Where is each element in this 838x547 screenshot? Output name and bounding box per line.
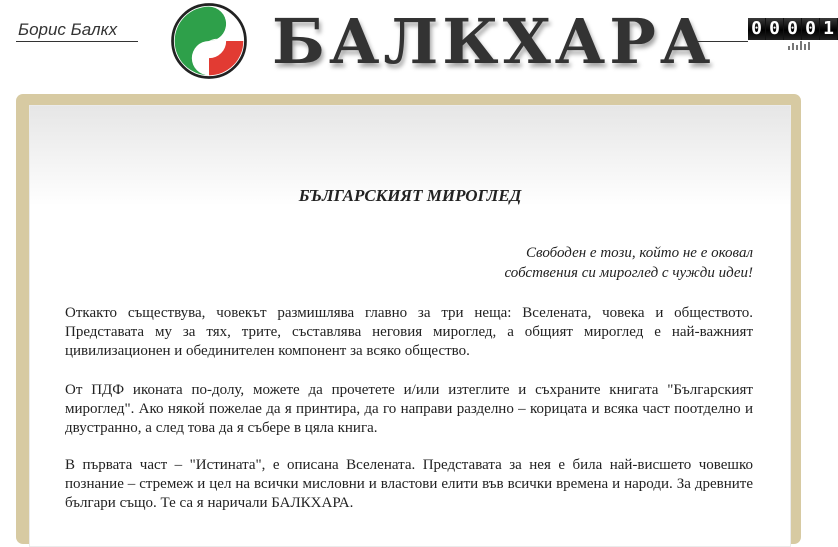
article-paragraph: Откакто съществува, човекът размишлява главно за три неща: Вселената, човека и обществото. Представата му за тях, трите, съставлява неговия мироглед, а общият мироглед е най-важният цивилизационен и обединителен компонент за всяко общество. [65, 305, 753, 359]
counter-digit: 0 [784, 18, 801, 40]
visitor-counter[interactable] [748, 18, 838, 40]
quote-line: собствения си мироглед с чужди идеи! [504, 265, 753, 281]
author-name[interactable]: Борис Балкх [16, 20, 138, 42]
article-panel [29, 105, 791, 547]
site-brand-title[interactable]: БАЛКХАРА [272, 5, 715, 78]
article-title: БЪЛГАРСКИЯТ МИРОГЛЕД [298, 186, 522, 205]
counter-digit: 0 [766, 18, 783, 40]
article-paragraph: От ПДФ иконата по-долу, можете да прочетете и/или изтеглите и съхраните книгата "Българският мироглед". Ако някой пожелае да я принтира, да го направи разделно – корицата и всяка част поотделно и двустранно, а след това да я събере в цяла книга. [65, 382, 753, 436]
header-divider [698, 41, 748, 42]
counter-digit: 0 [802, 18, 819, 40]
counter-digit: 1 [820, 18, 837, 40]
counter-stats-icon [788, 41, 818, 50]
article-paragraph: В първата част – "Истината", е описана Вселената. Представата за нея е била най-висшето човешко познание – стремеж и цел на всички мисловни и властови елити във всички времена и народи. За древните българи също. Те са я наричали БАЛКХАРА. [65, 457, 753, 511]
quote-line: Свободен е този, който не е оковал [526, 245, 753, 261]
counter-digit: 0 [748, 18, 765, 40]
balkhara-logo[interactable] [170, 2, 248, 80]
epigraph-quote [505, 243, 754, 283]
